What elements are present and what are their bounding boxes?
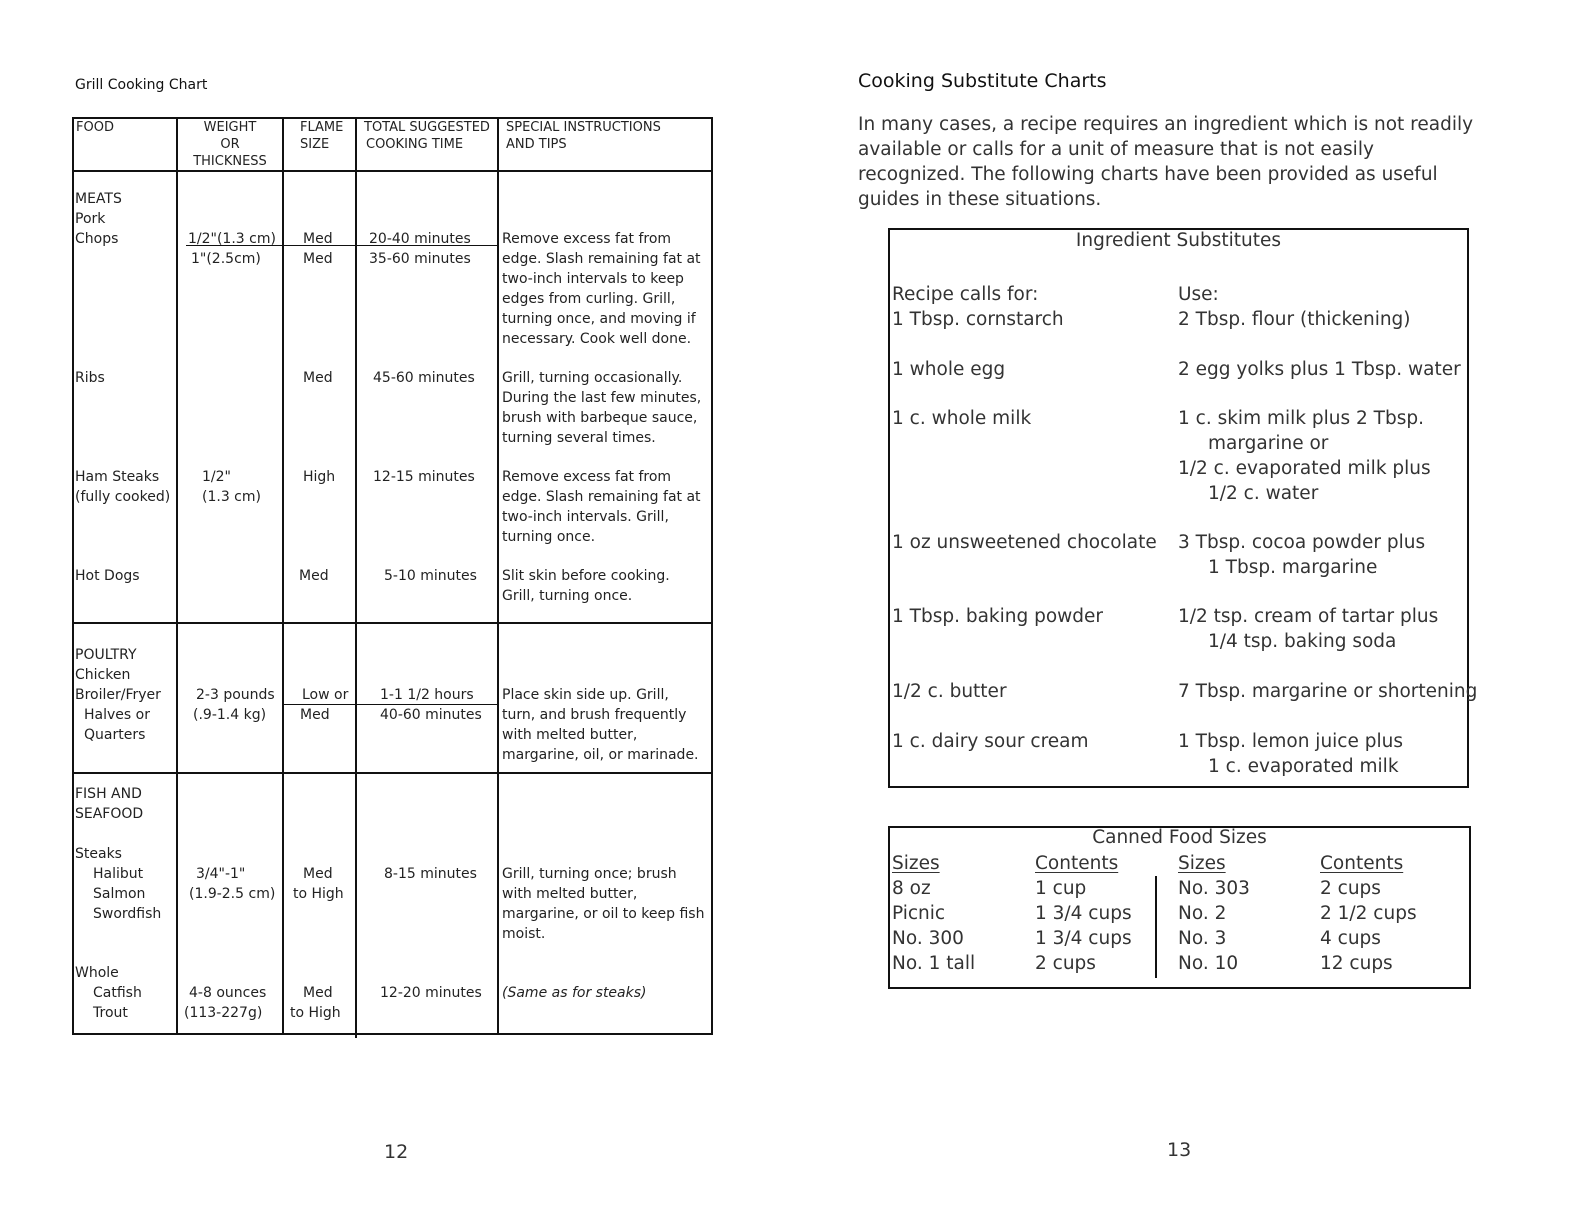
whole-weight-2: (113-227g) bbox=[184, 1005, 263, 1021]
recipe-calls: 1 c. whole milk bbox=[892, 408, 1032, 429]
poultry-weight-1: 2-3 pounds bbox=[196, 687, 275, 703]
substitute-use: 2 Tbsp. flour (thickening) bbox=[1178, 309, 1411, 330]
ham-tip-line: two-inch intervals. Grill, bbox=[502, 509, 669, 525]
can-size: No. 1 tall bbox=[892, 953, 976, 974]
food-quarters: Quarters bbox=[84, 727, 146, 743]
food-ribs: Ribs bbox=[75, 370, 105, 386]
food-salmon: Salmon bbox=[93, 886, 146, 902]
substitute-use: 3 Tbsp. cocoa powder plus bbox=[1178, 532, 1426, 553]
steak-tip-line: margarine, or oil to keep fish bbox=[502, 906, 705, 922]
food-poultry: POULTRY bbox=[75, 647, 137, 663]
food-meats: MEATS bbox=[75, 191, 122, 207]
can-contents: 4 cups bbox=[1320, 928, 1381, 949]
substitute-charts-title: Cooking Substitute Charts bbox=[858, 70, 1107, 92]
canned-header-contents: Contents bbox=[1320, 853, 1404, 874]
chops-tip-line: Remove excess fat from bbox=[502, 231, 672, 247]
food-halves-or: Halves or bbox=[84, 707, 150, 723]
can-contents: 1 3/4 cups bbox=[1035, 928, 1132, 949]
recipe-calls-for-header: Recipe calls for: bbox=[892, 284, 1039, 305]
can-contents: 2 1/2 cups bbox=[1320, 903, 1417, 924]
canned-header-sizes: Sizes bbox=[892, 853, 940, 874]
header-flame-2: SIZE bbox=[300, 137, 330, 152]
food-pork: Pork bbox=[75, 211, 106, 227]
canned-divider bbox=[1155, 876, 1157, 978]
chops-tip-line: edges from curling. Grill, bbox=[502, 291, 676, 307]
ribs-tip-line: During the last few minutes, bbox=[502, 390, 702, 406]
page-number-right: 13 bbox=[1167, 1139, 1192, 1161]
can-size: No. 2 bbox=[1178, 903, 1227, 924]
canned-header-contents: Contents bbox=[1035, 853, 1119, 874]
chops-flame-1: Med bbox=[303, 231, 333, 247]
header-time-1: TOTAL SUGGESTED bbox=[364, 120, 490, 135]
chops-time-2: 35-60 minutes bbox=[369, 251, 471, 267]
whole-flame-1: Med bbox=[303, 985, 333, 1001]
chops-tip-line: edge. Slash remaining fat at bbox=[502, 251, 701, 267]
poultry-time-1: 1-1 1/2 hours bbox=[380, 687, 474, 703]
steak-flame-1: Med bbox=[303, 866, 333, 882]
food-whole: Whole bbox=[75, 965, 119, 981]
recipe-calls: 1 whole egg bbox=[892, 359, 1006, 380]
chops-tip-line: turning once, and moving if bbox=[502, 311, 696, 327]
food-halibut: Halibut bbox=[93, 866, 144, 882]
ingredient-table-title: Ingredient Substitutes bbox=[1075, 230, 1282, 251]
substitute-use: 2 egg yolks plus 1 Tbsp. water bbox=[1178, 359, 1461, 380]
can-size: 8 oz bbox=[892, 878, 931, 899]
substitute-use: 1/4 tsp. baking soda bbox=[1208, 631, 1397, 652]
grill-chart-title: Grill Cooking Chart bbox=[75, 77, 208, 93]
header-flame-1: FLAME bbox=[300, 120, 344, 135]
can-size: No. 300 bbox=[892, 928, 964, 949]
food-swordfish: Swordfish bbox=[93, 906, 162, 922]
hot-dogs-tip-line: Slit skin before cooking. bbox=[502, 568, 670, 584]
whole-time: 12-20 minutes bbox=[380, 985, 482, 1001]
header-time-2: COOKING TIME bbox=[366, 137, 464, 152]
recipe-calls: 1 Tbsp. cornstarch bbox=[892, 309, 1064, 330]
recipe-calls: 1/2 c. butter bbox=[892, 681, 1007, 702]
col-divider-1 bbox=[176, 117, 178, 1035]
poultry-tip-line: with melted butter, bbox=[502, 727, 638, 743]
hot-dogs-tip-line: Grill, turning once. bbox=[502, 588, 633, 604]
poultry-weight-2: (.9-1.4 kg) bbox=[193, 707, 267, 723]
chops-weight-1: 1/2"(1.3 cm) bbox=[188, 231, 276, 247]
header-tips-1: SPECIAL INSTRUCTIONS bbox=[506, 120, 661, 135]
header-weight-2: OR bbox=[220, 137, 240, 152]
table-border-bottom bbox=[72, 1033, 713, 1035]
steak-weight-2: (1.9-2.5 cm) bbox=[189, 886, 276, 902]
substitute-use: 1 c. evaporated milk bbox=[1208, 756, 1399, 777]
ham-flame: High bbox=[303, 469, 336, 485]
can-size: No. 303 bbox=[1178, 878, 1250, 899]
food-chops: Chops bbox=[75, 231, 119, 247]
substitute-use: 7 Tbsp. margarine or shortening bbox=[1178, 681, 1478, 702]
can-contents: 2 cups bbox=[1320, 878, 1381, 899]
recipe-calls: 1 Tbsp. baking powder bbox=[892, 606, 1104, 627]
food-chicken: Chicken bbox=[75, 667, 131, 683]
steak-tip-line: Grill, turning once; brush bbox=[502, 866, 677, 882]
chops-tip-line: necessary. Cook well done. bbox=[502, 331, 692, 347]
col-divider-2 bbox=[282, 117, 284, 1035]
ham-weight-1: 1/2" bbox=[202, 469, 231, 485]
header-weight-3: THICKNESS bbox=[193, 154, 267, 169]
whole-flame-2: to High bbox=[290, 1005, 341, 1021]
food-steaks: Steaks bbox=[75, 846, 122, 862]
substitute-use: 1/2 c. evaporated milk plus bbox=[1178, 458, 1431, 479]
steak-tip-line: moist. bbox=[502, 926, 546, 942]
header-tips-2: AND TIPS bbox=[506, 137, 567, 152]
can-size: No. 10 bbox=[1178, 953, 1239, 974]
hot-dogs-time: 5-10 minutes bbox=[384, 568, 477, 584]
recipe-calls: 1 oz unsweetened chocolate bbox=[892, 532, 1157, 553]
ribs-time: 45-60 minutes bbox=[373, 370, 475, 386]
recipe-calls: 1 c. dairy sour cream bbox=[892, 731, 1089, 752]
section-divider-fish bbox=[72, 772, 713, 774]
food-ham-steaks: Ham Steaks bbox=[75, 469, 160, 485]
canned-header-sizes: Sizes bbox=[1178, 853, 1226, 874]
food-catfish: Catfish bbox=[93, 985, 142, 1001]
steak-tip-line: with melted butter, bbox=[502, 886, 638, 902]
can-size: No. 3 bbox=[1178, 928, 1227, 949]
section-divider-poultry bbox=[72, 622, 713, 624]
poultry-tip-line: turn, and brush frequently bbox=[502, 707, 687, 723]
header-weight-1: WEIGHT bbox=[203, 120, 257, 135]
can-contents: 1 3/4 cups bbox=[1035, 903, 1132, 924]
food-seafood: SEAFOOD bbox=[75, 806, 144, 822]
poultry-flame-2: Med bbox=[300, 707, 330, 723]
canned-table-title: Canned Food Sizes bbox=[1092, 827, 1267, 848]
substitute-use: 1/2 tsp. cream of tartar plus bbox=[1178, 606, 1439, 627]
poultry-tip-line: Place skin side up. Grill, bbox=[502, 687, 669, 703]
ham-time: 12-15 minutes bbox=[373, 469, 475, 485]
steak-time: 8-15 minutes bbox=[384, 866, 477, 882]
food-hot-dogs: Hot Dogs bbox=[75, 568, 140, 584]
chops-tip-line: two-inch intervals to keep bbox=[502, 271, 684, 287]
header-divider bbox=[72, 170, 713, 172]
table-border-left bbox=[72, 117, 74, 1035]
intro-paragraph: In many cases, a recipe requires an ingredient which is not readily available or calls for a unit of measure that is not easily recognized. The following charts have been provided as useful guides in these situations. bbox=[858, 114, 1474, 210]
whole-tip: (Same as for steaks) bbox=[502, 985, 647, 1001]
substitute-use: 1 Tbsp. lemon juice plus bbox=[1178, 731, 1403, 752]
header-food: FOOD bbox=[76, 120, 114, 135]
substitute-use: 1/2 c. water bbox=[1208, 483, 1319, 504]
use-header: Use: bbox=[1178, 284, 1219, 305]
ham-weight-2: (1.3 cm) bbox=[202, 489, 261, 505]
can-contents: 12 cups bbox=[1320, 953, 1393, 974]
table-border-right bbox=[711, 117, 713, 1035]
col-divider-4 bbox=[497, 117, 499, 1035]
steak-weight-1: 3/4"-1" bbox=[196, 866, 246, 882]
steak-flame-2: to High bbox=[293, 886, 344, 902]
page-number-left: 12 bbox=[384, 1141, 409, 1163]
col-divider-3 bbox=[355, 117, 357, 1038]
food-broiler-fryer: Broiler/Fryer bbox=[75, 687, 161, 703]
ham-tip-line: edge. Slash remaining fat at bbox=[502, 489, 701, 505]
substitute-use: margarine or bbox=[1208, 433, 1329, 454]
substitute-use: 1 c. skim milk plus 2 Tbsp. bbox=[1178, 408, 1424, 429]
food-fish-and: FISH AND bbox=[75, 786, 142, 802]
ribs-tip-line: turning several times. bbox=[502, 430, 656, 446]
poultry-time-2: 40-60 minutes bbox=[380, 707, 482, 723]
can-contents: 2 cups bbox=[1035, 953, 1096, 974]
ribs-tip-line: Grill, turning occasionally. bbox=[502, 370, 683, 386]
ribs-flame: Med bbox=[303, 370, 333, 386]
substitute-use: 1 Tbsp. margarine bbox=[1208, 557, 1378, 578]
chops-weight-2: 1"(2.5cm) bbox=[191, 251, 261, 267]
hot-dogs-flame: Med bbox=[299, 568, 329, 584]
ribs-tip-line: brush with barbeque sauce, bbox=[502, 410, 698, 426]
can-size: Picnic bbox=[892, 903, 946, 924]
chops-flame-2: Med bbox=[303, 251, 333, 267]
ham-tip-line: turning once. bbox=[502, 529, 596, 545]
poultry-flame-1: Low or bbox=[302, 687, 349, 703]
chops-time-1: 20-40 minutes bbox=[369, 231, 471, 247]
food-ham-fully-cooked: (fully cooked) bbox=[75, 489, 171, 505]
poultry-tip-line: margarine, oil, or marinade. bbox=[502, 747, 699, 763]
can-contents: 1 cup bbox=[1035, 878, 1087, 899]
ham-tip-line: Remove excess fat from bbox=[502, 469, 672, 485]
whole-weight-1: 4-8 ounces bbox=[189, 985, 267, 1001]
food-trout: Trout bbox=[93, 1005, 128, 1021]
